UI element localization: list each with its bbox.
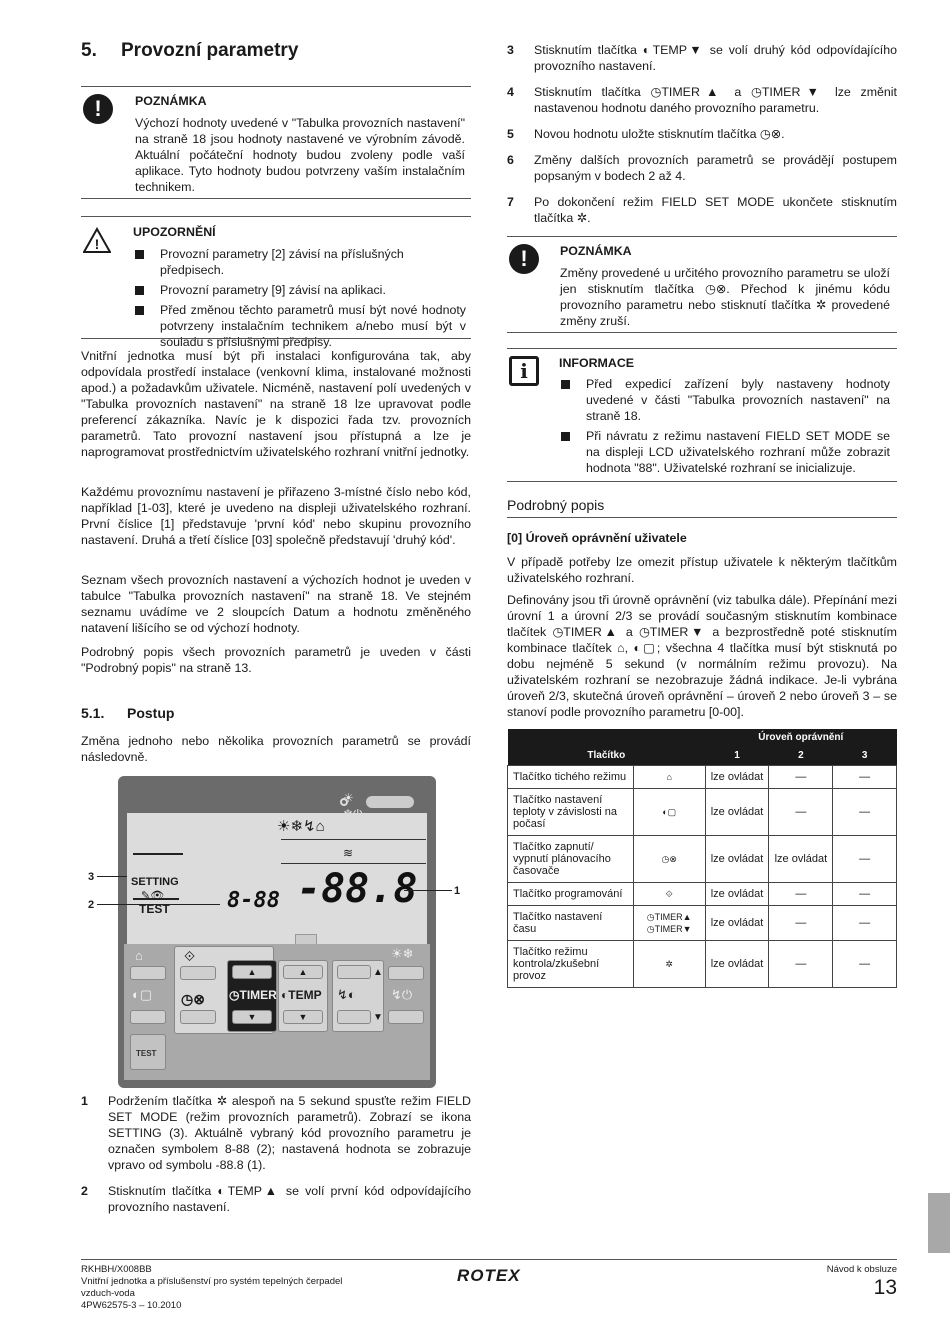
footer-left [81, 1264, 411, 1312]
row-name: Tlačítko programování [508, 883, 634, 906]
wave-icon: ≋ [343, 846, 354, 860]
header-level: 3 [833, 747, 897, 766]
footer-divider [81, 1259, 897, 1260]
row-level-2: — [769, 883, 833, 906]
row-icon: ⟐ [633, 883, 705, 906]
svg-text:!: ! [94, 236, 100, 252]
step-text: Stisknutím tlačítka ◐TEMP▼ se volí druhý kód odpovídajícího provozního nastavení. [534, 43, 897, 73]
note-box [135, 93, 465, 195]
lcd-mode-icons: ☀❄↯⌂ [277, 818, 325, 835]
row-level-3: — [833, 906, 897, 941]
divider [81, 198, 471, 199]
user-interface-figure [118, 776, 436, 1088]
row-icon: ✲ [633, 941, 705, 988]
row-level-1: lze ovládat [705, 789, 769, 836]
caution-title: UPOZORNĚNÍ [133, 225, 216, 239]
caution-item: Provozní parametry [9] závisí na aplikaci. [133, 282, 466, 298]
info-icon: i [509, 356, 539, 386]
row-level-2: — [769, 789, 833, 836]
row-level-2: — [769, 906, 833, 941]
dhw-icon: ↯◐ [337, 987, 356, 1002]
row-icon: ◷TIMER▲ ◷TIMER▼ [633, 906, 705, 941]
table-row [508, 906, 897, 941]
mode-icons: ☀ [343, 791, 354, 805]
detail-heading: Podrobný popis [507, 497, 605, 513]
footer-line: Vnitřní jednotka a příslušenství pro systém tepelných čerpadel [81, 1276, 343, 1287]
program-icon: ⟐ [184, 948, 196, 964]
divider [81, 338, 471, 339]
test-button-label: TEST [136, 1049, 157, 1058]
row-level-2: — [769, 941, 833, 988]
info-title: INFORMACE [559, 356, 635, 370]
dhw-up-button[interactable] [337, 965, 371, 979]
steps-right [507, 42, 897, 236]
caution-item: Před změnou těchto parametrů musí být nové hodnoty potvrzeny instalačním technikem a/nebo musí být v souladu s příslušnými předpisy. [133, 302, 466, 350]
table-row [508, 883, 897, 906]
row-name: Tlačítko nastavení času [508, 906, 634, 941]
row-name: Tlačítko zapnutí/ vypnutí plánovacího časovače [508, 836, 634, 883]
value-display: -88.8 [297, 866, 418, 912]
footer-doc: Návod k obsluze [826, 1264, 897, 1275]
footer-model: RKHBH/X008BB [81, 1264, 152, 1275]
step-number: 3 [507, 43, 514, 57]
row-level-1: lze ovládat [705, 836, 769, 883]
exclamation-icon: ! [83, 94, 113, 124]
access-level-table [507, 729, 897, 988]
row-level-3: — [833, 836, 897, 883]
callout-1: 1 [454, 885, 461, 897]
led-indicator [340, 798, 348, 806]
chapter-tab [928, 1193, 950, 1253]
step-text: Stisknutím tlačítka ◷TIMER▲ a ◷TIMER▼ lze změnit nastavenou hodnotu daného provozního parametru. [534, 85, 897, 115]
note-text: Změny provedené u určitého provozního parametru se uloží jen stisknutím tlačítka ◷⊗. Přechod k jinému kódu provozního parametru nebo stisknutí tlačítka ✲ provedené změny zruší. [560, 266, 890, 328]
header-group: Úroveň oprávnění [705, 729, 896, 747]
row-name: Tlačítko režimu kontrola/zkušební provoz [508, 941, 634, 988]
level-table-wrap [507, 729, 897, 988]
row-name: Tlačítko tichého režimu [508, 766, 634, 789]
level-paragraph: Definovány jsou tři úrovně oprávnění (viz tabulka dále). Přepínání mezi úrovní 1 a úrovní 2/3 se provádí současným stisknutím kombinace tlačítek ◷TIMER▲ a ◷TIMER▼ a bezprostředně poté stisknutím kombinace tlačítek ⌂, ◐▢; všechna 4 tlačítka musí být stisknutá po dobu nejméně 5 sekund (v normálním režimu provozu). Na uživatelském rozhraní se nezobrazuje žádná indikace. Je-li vybrána úroveň 2/3, skutečná úroveň oprávnění – úroveň 2 nebo úroveň 3 – se stanoví podle provozního parametru [0-00]. [507, 593, 897, 719]
callout-line [97, 904, 220, 905]
row-level-1: lze ovládat [705, 941, 769, 988]
temp-up-button[interactable]: ▲ [283, 965, 323, 979]
step-number: 1 [81, 1094, 88, 1108]
note-box [560, 243, 890, 329]
note-text: Výchozí hodnoty uvedené v "Tabulka provozních nastavení" na straně 18 jsou hodnoty nastavené ve výrobním závodě. Aktuální počáteční hodnoty budou zvoleny podle vaší aplikace. Tyto hodnoty budou potvrzeny vaším instalačním technikem. [135, 116, 465, 194]
section-title: 5. Provozní parametry [81, 40, 299, 61]
divider [507, 236, 897, 237]
step-number: 2 [81, 1184, 88, 1198]
weather-button[interactable] [130, 1010, 166, 1024]
dhw-onoff-icon: ↯⏻ [391, 987, 413, 1002]
row-level-3: — [833, 883, 897, 906]
divider [507, 348, 897, 349]
info-item: Před expedicí zařízení byly nastaveny hodnoty uvedené v části "Tabulka provozních nastavení" na straně 18. [559, 376, 890, 424]
temp-label: ◐TEMP [281, 988, 322, 1002]
header-level: 1 [705, 747, 769, 766]
paragraph: Vnitřní jednotka musí být při instalaci konfigurována tak, aby odpovídala prostředí instalace (venkovní klima, instalované možnosti apod.) a požadavkům uživatele. Nicméně, nastavení polí uvedených v "Tabulka provozních nastavení" na straně 18 lze upravovat podle preferencí zákazníka. Navíc je k dispozici řada tzv. provozních parametrů. Tato provozní nastavení jsou přístupná a lze je naprogramovat prostřednictvím uživatelského rozhraní vnitřní jednotky. [81, 349, 471, 459]
row-name: Tlačítko nastavení teploty v závislosti na počasí [508, 789, 634, 836]
callout-line [97, 876, 127, 877]
step-text: Podržením tlačítka ✲ alespoň na 5 sekund spusťte režim FIELD SET MODE (režim provozních parametrů). Zobrazí se ikona SETTING (3). Aktuálně vybraný kód provozního parametru je označen symbolem 8-88 (2); nastavená hodnota se zobrazuje vpravo od symbolu -88.8 (1). [108, 1094, 471, 1172]
note-title: POZNÁMKA [135, 94, 207, 108]
paragraph: Seznam všech provozních nastavení a výchozích hodnot je uveden v tabulce "Tabulka provozních nastavení" na straně 18. Ve stejném seznamu uvádíme ve 2 sloupcích Datum a hodnotu změněného natavení lišícího se od výchozí hodnoty. [81, 573, 471, 635]
silent-icon: ⌂ [135, 948, 143, 963]
weather-icon: ◐▢ [132, 987, 153, 1002]
step-number: 6 [507, 153, 514, 167]
divider [81, 216, 471, 217]
mode-icon: ☀❄ [391, 946, 414, 961]
row-level-1: lze ovládat [705, 883, 769, 906]
step-text: Stisknutím tlačítka ◐TEMP▲ se volí první kód odpovídajícího provozního nastavení. [108, 1184, 471, 1214]
note-title: POZNÁMKA [560, 244, 632, 258]
warning-icon [83, 227, 111, 253]
dhw-down-button[interactable] [337, 1010, 371, 1024]
steps-left [81, 1093, 471, 1225]
step-text: Změny dalších provozních parametrů se provádějí postupem popsaným v bodech 2 až 4. [534, 153, 897, 183]
mode-button[interactable] [388, 966, 424, 980]
callout-3: 3 [88, 871, 95, 883]
callout-2: 2 [88, 899, 95, 911]
footer-line: 4PW62575-3 – 10.2010 [81, 1300, 182, 1311]
lcd-display [127, 813, 427, 945]
up-arrow-icon: ▲ [373, 967, 383, 978]
temp-down-button[interactable]: ▼ [283, 1010, 323, 1024]
row-level-3: — [833, 766, 897, 789]
row-icon: ◷⊗ [633, 836, 705, 883]
down-arrow-icon: ▼ [373, 1012, 383, 1023]
step-number: 5 [507, 127, 514, 141]
table-row [508, 941, 897, 988]
step-number: 4 [507, 85, 514, 99]
info-box [559, 355, 890, 480]
callout-line [404, 890, 452, 891]
info-item: Při návratu z režimu nastavení FIELD SET MODE se na displeji LCD uživatelského rozhraní může zobrazit hodnota "88". Uživatelské rozhraní se inicializuje. [559, 428, 890, 476]
step-number: 7 [507, 195, 514, 209]
table-row [508, 836, 897, 883]
timer-up-button[interactable]: ▲ [232, 965, 272, 979]
timer-onoff-button[interactable] [180, 1010, 216, 1024]
row-level-1: lze ovládat [705, 766, 769, 789]
header-button: Tlačítko [508, 747, 706, 766]
footer-line: vzduch-voda [81, 1288, 135, 1299]
row-level-3: — [833, 941, 897, 988]
row-level-3: — [833, 789, 897, 836]
header-level: 2 [769, 747, 833, 766]
row-icon: ◐▢ [633, 789, 705, 836]
level-paragraph: V případě potřeby lze omezit přístup uživatele k některým tlačítkům uživatelského rozhraní. [507, 555, 897, 585]
caution-box [133, 224, 466, 354]
divider [81, 86, 471, 87]
wrench-eye-icon: ✎👁 [141, 890, 165, 902]
table-row [508, 789, 897, 836]
timer-down-button[interactable]: ▼ [232, 1010, 272, 1024]
subsection-title: 5.1. Postup [81, 705, 175, 721]
brand-logo: ROTEX [457, 1266, 521, 1285]
step-text: Novou hodnotu uložte stisknutím tlačítka ◷⊗. [534, 127, 785, 141]
divider [507, 517, 897, 518]
divider [507, 332, 897, 333]
timer-label: ◷TIMER [229, 988, 277, 1002]
code-display: 8-88 [227, 888, 280, 913]
step-text: Po dokončení režim FIELD SET MODE ukončete stisknutím tlačítka ✲. [534, 195, 897, 225]
setting-label: SETTING [131, 876, 179, 888]
row-level-1: lze ovládat [705, 906, 769, 941]
on-off-button[interactable] [366, 796, 414, 808]
row-level-2: — [769, 766, 833, 789]
paragraph: Podrobný popis všech provozních parametrů je uveden v části "Podrobný popis" na straně 13. [81, 645, 471, 675]
timer-onoff-icon: ◷⊗ [181, 991, 205, 1007]
table-row [508, 766, 897, 789]
exclamation-icon: ! [509, 244, 539, 274]
dhw-onoff-button[interactable] [388, 1010, 424, 1024]
page-number: 13 [873, 1276, 897, 1299]
divider [507, 481, 897, 482]
program-button[interactable] [180, 966, 216, 980]
postup-intro: Změna jednoho nebo několika provozních parametrů se provádí následovně. [81, 734, 471, 764]
row-icon: ⌂ [633, 766, 705, 789]
caution-item: Provozní parametry [2] závisí na příslušných předpisech. [133, 246, 466, 278]
silent-button[interactable] [130, 966, 166, 980]
test-label: TEST [139, 902, 170, 916]
level-title: [0] Úroveň oprávnění uživatele [507, 531, 687, 545]
paragraph: Každému provoznímu nastavení je přiřazeno 3-místné číslo nebo kód, například [1-03], které je uvedeno na displeji uživatelského rozhraní. První číslice [1] představuje 'první kód' nebo skupinu provozního nastavení. Druhá a třetí číslice [03] společně představují 'druhý kód'. [81, 485, 471, 547]
row-level-2: lze ovládat [769, 836, 833, 883]
